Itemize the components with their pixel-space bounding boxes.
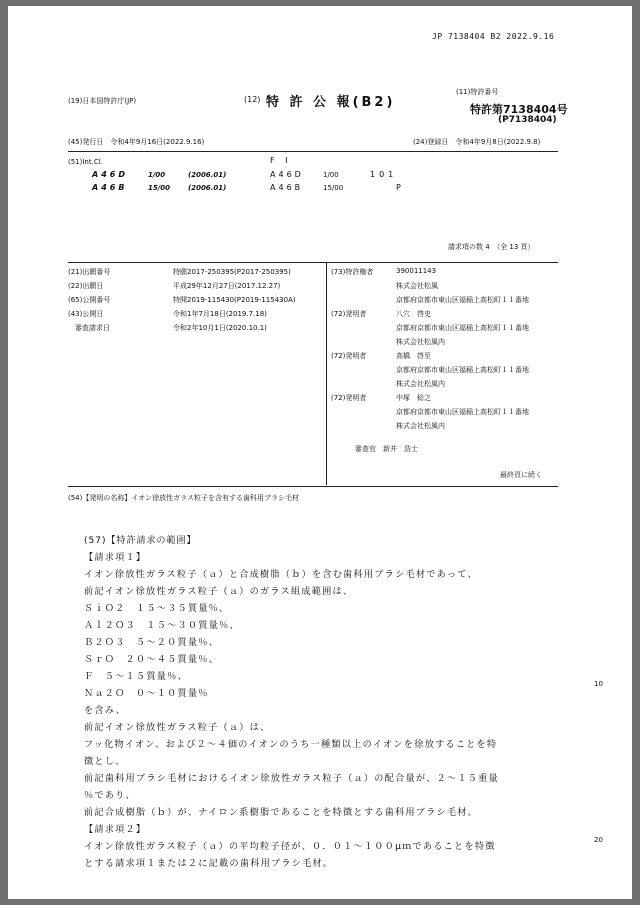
claim-line: Ａｌ２Ｏ３ １５～３０質量％、: [84, 620, 240, 631]
claim-line: Ｂ２Ｏ３ ５～２０質量％、: [84, 637, 220, 648]
patent-page: [8, 6, 632, 899]
publication-type: 特 許 公 報(B2): [266, 95, 396, 110]
inventor-name: 八穴 啓史: [396, 310, 431, 318]
patent-number: 特許第7138404号: [470, 103, 568, 116]
inventor-label: (72)発明者: [331, 310, 367, 318]
column-divider: [326, 263, 327, 485]
continued-note: 最終頁に続く: [500, 471, 542, 479]
biblio-value: 令和1年7月18日(2019.7.18): [173, 310, 267, 318]
inventor-address: 京都府京都市東山区福稲上高松町１１番地: [396, 366, 529, 374]
claim-line: 徴とし、: [84, 756, 126, 767]
fi-code: A46B: [270, 183, 304, 192]
intcl-code: A46B: [92, 183, 128, 192]
claims-count: 請求項の数 4 （全 13 頁）: [448, 243, 535, 251]
patent-number-sub: (P7138404): [498, 115, 557, 125]
claim-line: とする請求項１または２に記載の歯科用ブラシ毛材。: [84, 858, 334, 869]
fi-extra: 101: [370, 170, 398, 179]
patentee-address: 京都府京都市東山区福稲上高松町１１番地: [396, 296, 529, 304]
inventor-address: 京都府京都市東山区福稲上高松町１１番地: [396, 408, 529, 416]
line-number: 10: [594, 680, 603, 688]
claim-line: 前記歯科用ブラシ毛材におけるイオン徐放性ガラス粒子（ａ）の配合量が、２～１５重量: [84, 773, 499, 784]
divider: [68, 486, 558, 487]
inventor-name: 高橋 啓至: [396, 352, 431, 360]
inventor-company: 株式会社松風内: [396, 380, 445, 388]
inventor-address: 京都府京都市東山区福稲上高松町１１番地: [396, 324, 529, 332]
intcl-version: (2006.01): [188, 171, 227, 179]
claim-line: ＳｉＯ２ １５～３５質量％、: [84, 603, 230, 614]
inventor-name: 中塚 稔之: [396, 394, 431, 402]
biblio-label: 審査請求日: [68, 324, 110, 332]
biblio-value: 特開2019-115430(P2019-115430A): [173, 296, 296, 304]
claim-line: イオン徐放性ガラス粒子（ａ）の平均粒子径が、０．０１～１００μｍであることを特徴: [84, 841, 496, 852]
office-label: (19)日本国特許庁(JP): [68, 97, 137, 105]
divider: [68, 151, 558, 152]
examiner: 審査官 新井 浩士: [355, 445, 418, 453]
fi-extra: P: [396, 183, 401, 192]
claim-line: 前記イオン徐放性ガラス粒子（ａ）のガラス組成範囲は、: [84, 586, 354, 597]
inventor-company: 株式会社松風内: [396, 422, 445, 430]
divider: [68, 262, 558, 263]
claim-line: 【請求項２】: [84, 824, 147, 835]
intcl-version: (2006.01): [188, 184, 227, 192]
claim-line: 【請求項１】: [84, 552, 147, 563]
claim-line: Ｆ ５～１５質量％、: [84, 671, 188, 682]
patent-number-label: (11)特許番号: [456, 88, 499, 96]
publication-type-number: (12): [244, 95, 261, 104]
claim-line: フッ化物イオン、および２～４価のイオンのうち一種類以上のイオンを徐放することを特: [84, 739, 498, 750]
claim-line: 前記イオン徐放性ガラス粒子（ａ）は、: [84, 722, 271, 733]
line-number: 20: [594, 836, 603, 844]
document-id-header: JP 7138404 B2 2022.9.16: [432, 32, 555, 41]
intcl-group: 1/00: [148, 171, 166, 179]
inventor-label: (72)発明者: [331, 394, 367, 402]
biblio-label: (65)公開番号: [68, 296, 111, 304]
intcl-label: (51)Int.Cl.: [68, 158, 103, 166]
inventor-company: 株式会社松風内: [396, 338, 445, 346]
intcl-group: 15/00: [148, 184, 171, 192]
fi-group: 1/00: [323, 171, 339, 179]
biblio-label: (43)公開日: [68, 310, 104, 318]
invention-title: (54)【発明の名称】イオン徐放性ガラス粒子を含有する歯科用ブラシ毛材: [68, 494, 299, 502]
claim-line: ％であり、: [84, 790, 136, 801]
fi-label: F I: [270, 156, 292, 165]
fi-group: 15/00: [323, 184, 344, 192]
intcl-code: A46D: [92, 170, 128, 179]
fi-code: A46D: [270, 170, 304, 179]
claims-heading: (57)【特許請求の範囲】: [84, 536, 197, 546]
patentee-name: 株式会社松風: [396, 282, 438, 290]
claim-line: イオン徐放性ガラス粒子（ａ）と合成樹脂（ｂ）を含む歯科用ブラシ毛材であって、: [84, 569, 478, 580]
biblio-value: 特願2017-250395(P2017-250395): [173, 268, 291, 276]
biblio-value: 平成29年12月27日(2017.12.27): [173, 282, 281, 290]
claim-line: Ｎａ２Ｏ ０～１０質量％: [84, 688, 209, 699]
patentee-number: 390011143: [396, 267, 437, 275]
patentee-label: (73)特許権者: [331, 268, 374, 276]
claim-line: を含み、: [84, 705, 127, 716]
registration-date: (24)登録日 令和4年9月8日(2022.9.8): [413, 138, 541, 146]
issue-date: (45)発行日 令和4年9月16日(2022.9.16): [68, 138, 205, 146]
biblio-label: (21)出願番号: [68, 268, 111, 276]
claim-line: ＳｒＯ ２０～４５質量％、: [84, 654, 220, 665]
biblio-label: (22)出願日: [68, 282, 104, 290]
inventor-label: (72)発明者: [331, 352, 367, 360]
claim-line: 前記合成樹脂（ｂ）が、ナイロン系樹脂であることを特徴とする歯科用ブラシ毛材。: [84, 807, 479, 818]
biblio-value: 令和2年10月1日(2020.10.1): [173, 324, 267, 332]
